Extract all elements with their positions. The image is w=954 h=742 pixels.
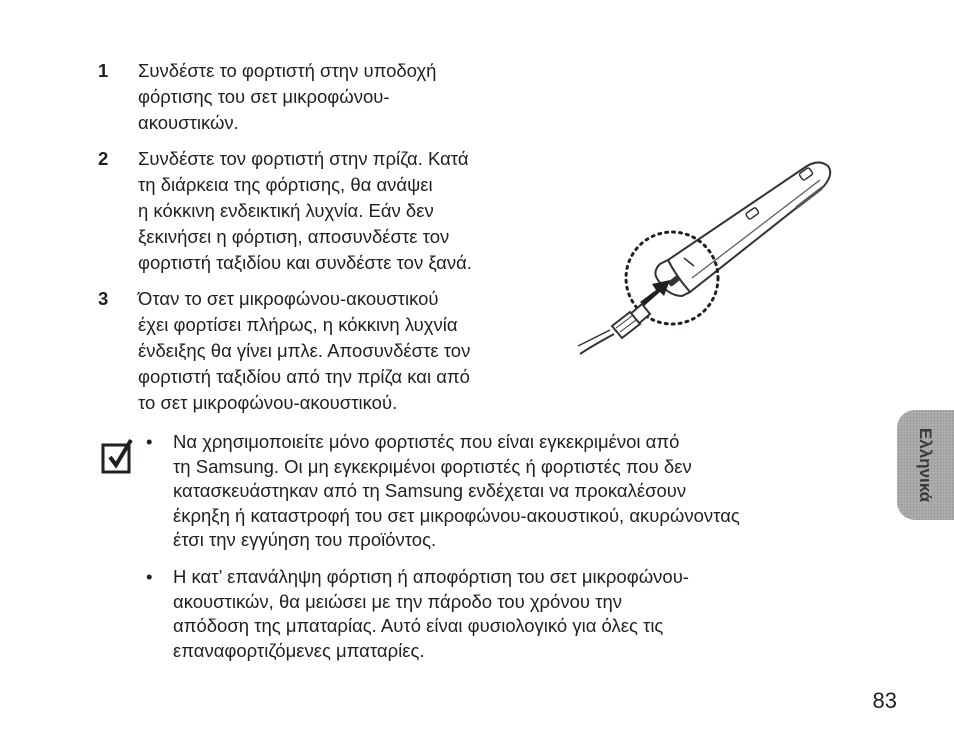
language-side-tab: [897, 410, 954, 520]
step-line: έχει φορτίσει πλήρως, η κόκκινη λυχνία: [138, 313, 458, 335]
step-line: φορτιστή ταξιδίου και συνδέστε τον ξανά.: [138, 252, 472, 274]
note-text: [173, 565, 689, 663]
step-text: [138, 146, 472, 277]
step-item: [98, 286, 558, 417]
step-line: ξεκινήσει η φόρτιση, αποσυνδέστε τον: [138, 226, 450, 248]
page-number: 83: [872, 688, 897, 713]
note-item: [146, 430, 866, 553]
notes-list: [146, 430, 866, 675]
step-text: [138, 286, 470, 417]
step-number: 2: [98, 147, 109, 169]
note-line: Η κατ’ επανάληψη φόρτιση ή αποφόρτιση του σετ μικροφώνου-: [173, 565, 689, 587]
note-line: κατασκευάστηκαν από τη Samsung ενδέχεται να προκαλέσουν: [173, 480, 687, 502]
step-line: Συνδέστε το φορτιστή στην υποδοχή: [138, 60, 437, 81]
headset-charging-illustration: [572, 150, 852, 360]
note-line: έτσι την εγγύηση του προϊόντος.: [173, 529, 437, 551]
step-line: ακουστικών.: [138, 112, 239, 134]
step-number: 3: [98, 287, 109, 309]
charger-connector: [578, 304, 650, 354]
note-line: απόδοση της μπαταρίας. Αυτό είναι φυσιολογικό για όλες τις: [173, 615, 664, 637]
steps-list: [98, 58, 558, 426]
note-line: τη Samsung. Οι μη εγκεκριμένοι φορτιστές ή φορτιστές που δεν: [173, 455, 692, 477]
step-line: το σετ μικροφώνου-ακουστικού.: [138, 392, 398, 414]
step-line: Συνδέστε τον φορτιστή στην πρίζα. Κατά: [138, 147, 469, 169]
note-line: Να χρησιμοποιείτε μόνο φορτιστές που είναι εγκεκριμένοι από: [173, 431, 680, 452]
step-line: ένδειξης θα γίνει μπλε. Αποσυνδέστε τον: [138, 340, 471, 362]
step-line: τη διάρκεια της φόρτισης, θα ανάψει: [138, 173, 433, 195]
step-text: [138, 58, 436, 137]
arrow-icon: [640, 280, 670, 306]
note-item: [146, 565, 866, 663]
headset-body: [655, 162, 830, 296]
step-line: φόρτισης του σετ μικροφώνου-: [138, 86, 390, 108]
checkbox-icon: [101, 437, 135, 475]
bullet: •: [146, 431, 153, 452]
step-item: [98, 58, 558, 137]
step-item: [98, 146, 558, 277]
step-line: Όταν το σετ μικροφώνου-ακουστικού: [138, 287, 439, 309]
step-line: φορτιστή ταξιδίου από την πρίζα και από: [138, 366, 470, 388]
note-text: [173, 430, 740, 553]
step-line: η κόκκινη ενδεικτική λυχνία. Εάν δεν: [138, 200, 434, 222]
step-number: 1: [98, 60, 109, 81]
note-line: επαναφορτιζόμενες μπαταρίες.: [173, 639, 425, 661]
note-line: ακουστικών, θα μειώσει με την πάροδο του χρόνου την: [173, 590, 622, 612]
note-line: έκρηξη ή καταστροφή του σετ μικροφώνου-ακουστικού, ακυρώνοντας: [173, 504, 740, 526]
language-label: Ελληνικά: [916, 427, 936, 503]
bullet: •: [146, 565, 153, 587]
